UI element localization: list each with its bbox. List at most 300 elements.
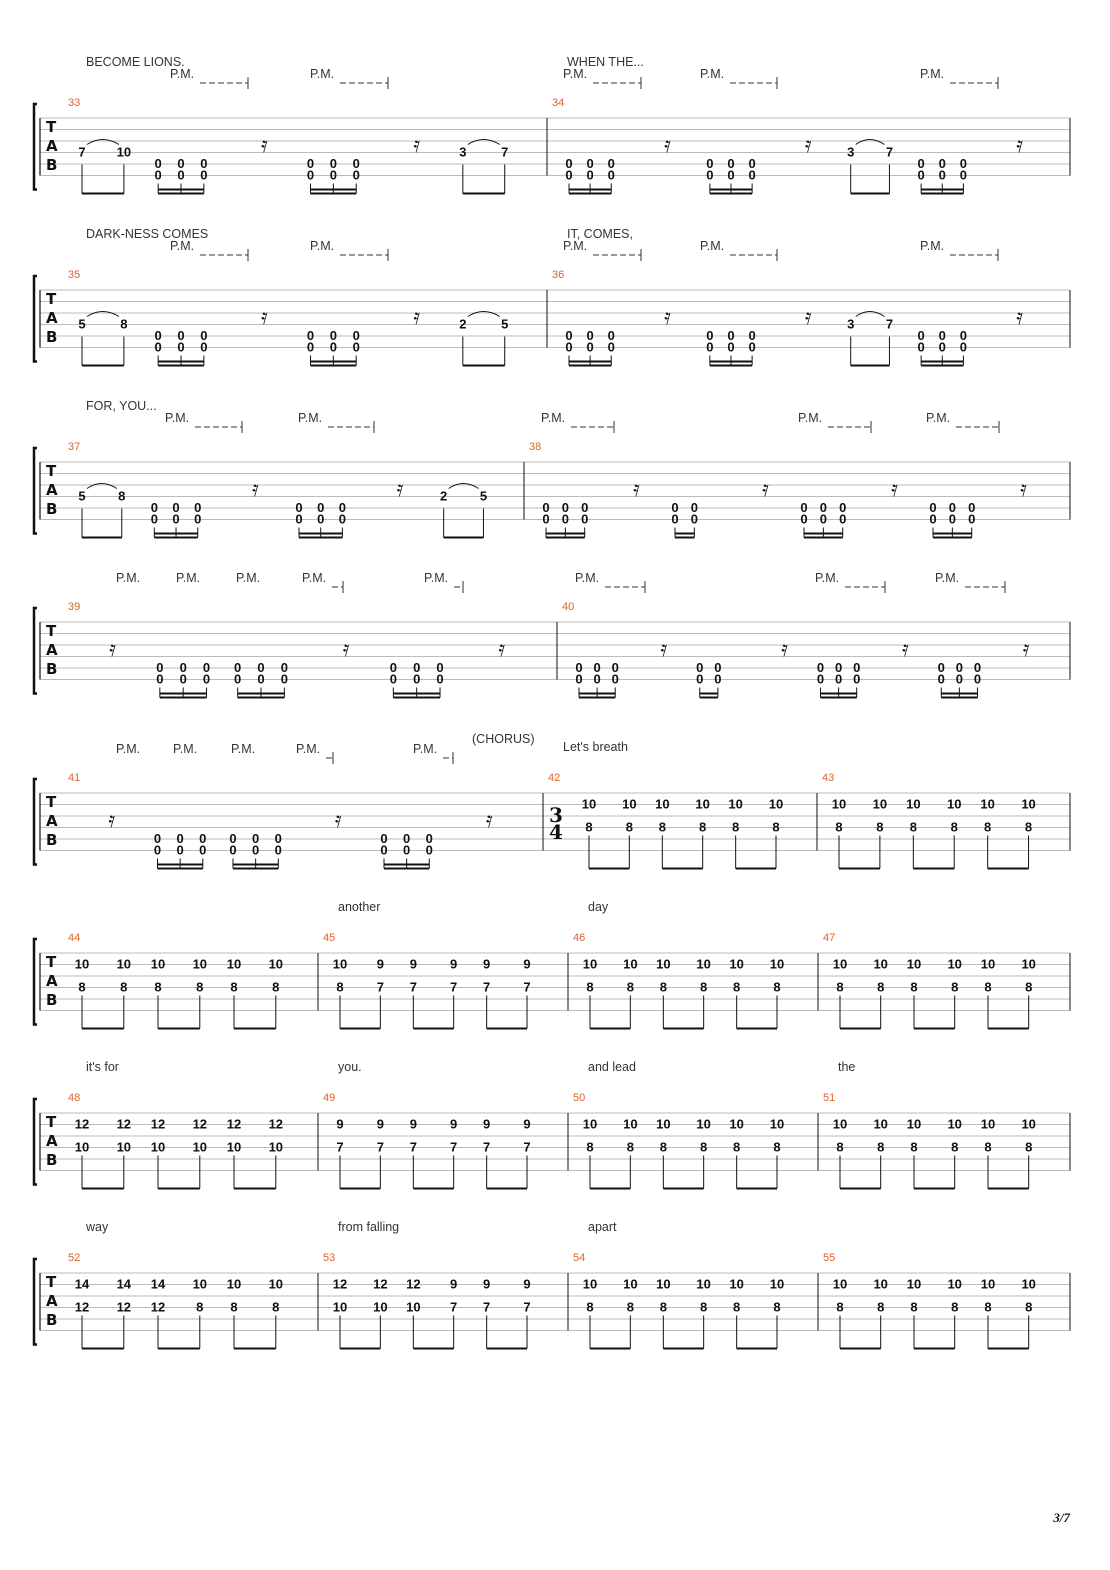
fret-number: 8 bbox=[1025, 979, 1033, 995]
fret-number: 14 bbox=[116, 1276, 132, 1292]
system-bracket bbox=[34, 1259, 37, 1345]
fret-number: 10 bbox=[406, 1299, 421, 1315]
measure-number: 48 bbox=[68, 1092, 81, 1104]
rest-symbol: 𝄿 bbox=[413, 133, 421, 158]
tab-clef-letter: T bbox=[46, 622, 57, 640]
palm-mute-label: P.M. bbox=[296, 742, 321, 756]
fret-number: 0 bbox=[389, 660, 397, 675]
fret-number: 0 bbox=[696, 660, 704, 675]
fret-number: 8 bbox=[984, 1139, 992, 1155]
fret-number: 7 bbox=[885, 144, 894, 160]
fret-number: 8 bbox=[1024, 819, 1033, 835]
fret-number: 0 bbox=[295, 511, 303, 527]
palm-mute-label: P.M. bbox=[302, 571, 327, 585]
palm-mute-label: P.M. bbox=[236, 571, 261, 585]
fret-number: 0 bbox=[172, 511, 180, 527]
fret-number: 3 bbox=[847, 144, 855, 160]
fret-number: 14 bbox=[150, 1276, 166, 1292]
fret-number: 12 bbox=[332, 1276, 348, 1292]
fret-number: 0 bbox=[727, 328, 735, 343]
fret-number: 10 bbox=[226, 1276, 242, 1292]
fret-number: 0 bbox=[199, 842, 207, 858]
fret-number: 9 bbox=[336, 1116, 344, 1132]
fret-number: 0 bbox=[959, 167, 968, 183]
fret-number: 0 bbox=[200, 328, 208, 343]
fret-number: 10 bbox=[622, 796, 637, 812]
fret-number: 9 bbox=[523, 1116, 531, 1132]
fret-number: 0 bbox=[917, 328, 925, 343]
fret-number: 0 bbox=[257, 660, 265, 675]
fret-number: 0 bbox=[917, 167, 925, 183]
fret-number: 0 bbox=[194, 511, 202, 527]
fret-number: 10 bbox=[696, 1116, 711, 1132]
fret-number: 3 bbox=[847, 316, 855, 332]
page-number: 3/7 bbox=[1053, 1510, 1070, 1525]
fret-number: 0 bbox=[280, 660, 288, 675]
fret-number: 8 bbox=[836, 979, 844, 995]
fret-number: 10 bbox=[192, 1139, 208, 1155]
palm-mute-label: P.M. bbox=[298, 411, 323, 425]
fret-number: 0 bbox=[154, 167, 162, 183]
fret-number: 0 bbox=[202, 671, 211, 687]
system-bracket bbox=[34, 939, 37, 1025]
fret-number: 0 bbox=[955, 660, 963, 675]
fret-number: 0 bbox=[150, 511, 158, 527]
fret-number: 0 bbox=[607, 167, 615, 183]
fret-number: 8 bbox=[658, 819, 666, 835]
fret-number: 0 bbox=[834, 660, 843, 675]
fret-number: 0 bbox=[853, 660, 861, 675]
fret-number: 0 bbox=[565, 339, 573, 355]
fret-number: 0 bbox=[565, 328, 573, 343]
fret-number: 0 bbox=[938, 167, 946, 183]
fret-number: 10 bbox=[695, 796, 710, 812]
fret-number: 10 bbox=[729, 1116, 744, 1132]
fret-number: 12 bbox=[116, 1299, 132, 1315]
fret-number: 10 bbox=[832, 1116, 848, 1132]
fret-number: 7 bbox=[483, 979, 491, 995]
fret-number: 0 bbox=[586, 328, 594, 343]
fret-number: 9 bbox=[376, 956, 384, 972]
fret-number: 0 bbox=[177, 156, 185, 171]
rest-symbol: 𝄿 bbox=[902, 637, 909, 662]
fret-number: 2 bbox=[459, 316, 467, 332]
fret-number: 10 bbox=[1021, 796, 1036, 812]
fret-number: 0 bbox=[696, 671, 704, 687]
section-label: (CHORUS) bbox=[472, 732, 535, 746]
fret-number: 0 bbox=[938, 339, 946, 355]
fret-number: 10 bbox=[1021, 956, 1036, 972]
fret-number: 10 bbox=[656, 1116, 671, 1132]
fret-number: 10 bbox=[582, 1116, 598, 1132]
rest-symbol: 𝄿 bbox=[498, 637, 506, 662]
fret-number: 10 bbox=[192, 956, 208, 972]
measure-number: 43 bbox=[822, 772, 835, 784]
palm-mute-label: P.M. bbox=[920, 239, 945, 253]
fret-number: 8 bbox=[835, 819, 843, 835]
fret-number: 8 bbox=[773, 1139, 781, 1155]
fret-number: 0 bbox=[565, 156, 573, 171]
fret-number: 7 bbox=[409, 1139, 417, 1155]
fret-number: 0 bbox=[671, 500, 679, 515]
tab-clef-letter: B bbox=[46, 328, 58, 346]
fret-number: 10 bbox=[116, 1139, 132, 1155]
tab-clef-letter: T bbox=[46, 118, 57, 136]
fret-number: 8 bbox=[230, 1299, 238, 1315]
tab-clef-letter: T bbox=[46, 462, 57, 480]
fret-number: 0 bbox=[690, 511, 698, 527]
fret-number: 12 bbox=[74, 1116, 90, 1132]
fret-number: 0 bbox=[959, 328, 968, 343]
tab-clef-letter: T bbox=[46, 953, 57, 971]
fret-number: 2 bbox=[440, 488, 448, 504]
fret-number: 0 bbox=[586, 339, 594, 355]
fret-number: 0 bbox=[575, 671, 583, 687]
slide-slur bbox=[87, 312, 119, 317]
fret-number: 0 bbox=[586, 156, 594, 171]
slide-slur bbox=[468, 140, 500, 145]
system-bracket bbox=[34, 608, 37, 694]
fret-number: 5 bbox=[501, 316, 509, 332]
fret-number: 10 bbox=[906, 1276, 922, 1292]
fret-number: 8 bbox=[196, 1299, 204, 1315]
fret-number: 7 bbox=[376, 1139, 384, 1155]
fret-number: 10 bbox=[768, 796, 784, 812]
fret-number: 0 bbox=[274, 842, 282, 858]
fret-number: 8 bbox=[732, 819, 740, 835]
fret-number: 10 bbox=[1021, 1276, 1036, 1292]
fret-number: 0 bbox=[917, 156, 925, 171]
fret-number: 10 bbox=[873, 956, 888, 972]
tab-clef-letter: B bbox=[46, 1151, 58, 1169]
fret-number: 9 bbox=[409, 1116, 417, 1132]
palm-mute-label: P.M. bbox=[926, 411, 951, 425]
tab-clef-letter: B bbox=[46, 831, 58, 849]
rest-symbol: 𝄿 bbox=[1016, 133, 1023, 158]
fret-number: 0 bbox=[917, 339, 925, 355]
fret-number: 0 bbox=[199, 831, 207, 846]
measure-number: 38 bbox=[529, 441, 542, 453]
fret-number: 8 bbox=[626, 979, 634, 995]
fret-number: 0 bbox=[819, 500, 827, 515]
rest-symbol: 𝄿 bbox=[660, 637, 668, 662]
fret-number: 0 bbox=[317, 500, 325, 515]
fret-number: 8 bbox=[700, 1299, 708, 1315]
fret-number: 0 bbox=[839, 511, 847, 527]
lyric-text: FOR, YOU... bbox=[86, 399, 157, 413]
fret-number: 8 bbox=[272, 1299, 280, 1315]
fret-number: 0 bbox=[252, 842, 260, 858]
rest-symbol: 𝄿 bbox=[109, 637, 116, 662]
fret-number: 7 bbox=[450, 1139, 458, 1155]
fret-number: 10 bbox=[74, 956, 90, 972]
fret-number: 10 bbox=[373, 1299, 388, 1315]
palm-mute-label: P.M. bbox=[575, 571, 600, 585]
fret-number: 7 bbox=[336, 1139, 344, 1155]
fret-number: 9 bbox=[523, 956, 531, 972]
rest-symbol: 𝄿 bbox=[891, 477, 898, 502]
fret-number: 8 bbox=[586, 979, 594, 995]
palm-mute-label: P.M. bbox=[700, 67, 725, 81]
fret-number: 10 bbox=[226, 1139, 242, 1155]
fret-number: 0 bbox=[929, 500, 937, 515]
fret-number: 8 bbox=[951, 979, 959, 995]
tab-clef-letter: B bbox=[46, 500, 58, 518]
fret-number: 0 bbox=[948, 500, 956, 515]
fret-number: 8 bbox=[877, 979, 885, 995]
measure-number: 35 bbox=[68, 269, 81, 281]
fret-number: 10 bbox=[906, 956, 922, 972]
fret-number: 0 bbox=[177, 328, 185, 343]
fret-number: 10 bbox=[268, 1276, 284, 1292]
fret-number: 8 bbox=[700, 979, 708, 995]
fret-number: 0 bbox=[581, 500, 589, 515]
fret-number: 0 bbox=[179, 671, 187, 687]
fret-number: 8 bbox=[733, 1139, 741, 1155]
fret-number: 10 bbox=[655, 796, 670, 812]
fret-number: 0 bbox=[380, 831, 388, 846]
fret-number: 10 bbox=[832, 1276, 848, 1292]
fret-number: 0 bbox=[352, 167, 360, 183]
fret-number: 0 bbox=[948, 511, 956, 527]
fret-number: 5 bbox=[78, 316, 86, 332]
palm-mute-label: P.M. bbox=[165, 411, 190, 425]
fret-number: 0 bbox=[306, 156, 315, 171]
rest-symbol: 𝄿 bbox=[633, 477, 640, 502]
lyric-text: another bbox=[338, 900, 381, 914]
tab-clef-letter: A bbox=[46, 137, 58, 155]
fret-number: 10 bbox=[946, 796, 962, 812]
fret-number: 0 bbox=[706, 328, 714, 343]
fret-number: 0 bbox=[938, 328, 946, 343]
fret-number: 8 bbox=[230, 979, 238, 995]
rest-symbol: 𝄿 bbox=[342, 637, 350, 662]
fret-number: 10 bbox=[873, 1276, 888, 1292]
fret-number: 7 bbox=[483, 1299, 491, 1315]
fret-number: 10 bbox=[980, 1276, 996, 1292]
fret-number: 0 bbox=[380, 842, 388, 858]
palm-mute-label: P.M. bbox=[935, 571, 960, 585]
fret-number: 8 bbox=[272, 979, 280, 995]
fret-number: 10 bbox=[226, 956, 242, 972]
measure-number: 49 bbox=[323, 1092, 336, 1104]
fret-number: 10 bbox=[74, 1139, 90, 1155]
fret-number: 0 bbox=[295, 500, 303, 515]
tab-clef-letter: T bbox=[46, 290, 57, 308]
system-bracket bbox=[34, 104, 37, 190]
lyric-text: way bbox=[86, 1220, 109, 1234]
fret-number: 8 bbox=[951, 1299, 959, 1315]
lyric-text: apart bbox=[588, 1220, 617, 1234]
fret-number: 10 bbox=[980, 796, 995, 812]
fret-number: 14 bbox=[74, 1276, 90, 1292]
fret-number: 0 bbox=[968, 511, 976, 527]
measure-number: 51 bbox=[823, 1092, 836, 1104]
palm-mute-label: P.M. bbox=[541, 411, 566, 425]
fret-number: 10 bbox=[268, 956, 284, 972]
tab-clef-letter: A bbox=[46, 641, 58, 659]
fret-number: 0 bbox=[154, 339, 162, 355]
fret-number: 0 bbox=[937, 671, 945, 687]
fret-number: 12 bbox=[268, 1116, 284, 1132]
fret-number: 0 bbox=[938, 156, 946, 171]
palm-mute-label: P.M. bbox=[231, 742, 256, 756]
measure-number: 33 bbox=[68, 97, 81, 109]
fret-number: 0 bbox=[306, 328, 315, 343]
fret-number: 0 bbox=[172, 500, 180, 515]
rest-symbol: 𝄿 bbox=[108, 808, 116, 833]
fret-number: 9 bbox=[450, 956, 458, 972]
fret-number: 0 bbox=[280, 671, 288, 687]
fret-number: 10 bbox=[947, 1276, 962, 1292]
lyric-text: BECOME LIONS. bbox=[86, 55, 185, 69]
fret-number: 8 bbox=[836, 1299, 844, 1315]
fret-number: 0 bbox=[154, 156, 162, 171]
fret-number: 8 bbox=[699, 819, 707, 835]
fret-number: 0 bbox=[586, 167, 594, 183]
palm-mute-label: P.M. bbox=[176, 571, 201, 585]
measure-number: 46 bbox=[573, 932, 586, 944]
rest-symbol: 𝄿 bbox=[396, 477, 404, 502]
fret-number: 7 bbox=[523, 979, 531, 995]
fret-number: 0 bbox=[561, 511, 569, 527]
fret-number: 8 bbox=[120, 979, 128, 995]
fret-number: 0 bbox=[177, 167, 185, 183]
slide-slur bbox=[468, 312, 500, 317]
fret-number: 10 bbox=[729, 1276, 744, 1292]
palm-mute-label: P.M. bbox=[413, 742, 438, 756]
slide-slur bbox=[449, 484, 479, 489]
fret-number: 10 bbox=[582, 1276, 598, 1292]
fret-number: 8 bbox=[910, 1299, 918, 1315]
fret-number: 8 bbox=[773, 979, 781, 995]
fret-number: 8 bbox=[951, 1139, 959, 1155]
fret-number: 0 bbox=[403, 842, 411, 858]
system-bracket bbox=[34, 276, 37, 362]
lyric-text: day bbox=[588, 900, 609, 914]
palm-mute-label: P.M. bbox=[798, 411, 823, 425]
tab-clef-letter: T bbox=[46, 1113, 57, 1131]
fret-number: 7 bbox=[376, 979, 384, 995]
fret-number: 0 bbox=[800, 511, 808, 527]
time-signature-bottom: 4 bbox=[549, 820, 563, 844]
fret-number: 0 bbox=[853, 671, 861, 687]
slide-slur bbox=[87, 484, 117, 489]
fret-number: 8 bbox=[626, 1299, 634, 1315]
fret-number: 8 bbox=[585, 819, 593, 835]
time-signature-top: 3 bbox=[549, 803, 563, 827]
fret-number: 8 bbox=[586, 1299, 594, 1315]
fret-number: 8 bbox=[196, 979, 204, 995]
fret-number: 0 bbox=[329, 156, 337, 171]
fret-number: 8 bbox=[625, 819, 633, 835]
fret-number: 0 bbox=[257, 671, 265, 687]
fret-number: 10 bbox=[906, 1116, 922, 1132]
fret-number: 0 bbox=[973, 671, 982, 687]
fret-number: 0 bbox=[727, 156, 735, 171]
fret-number: 0 bbox=[202, 660, 211, 675]
rest-symbol: 𝄿 bbox=[251, 477, 259, 502]
fret-number: 8 bbox=[120, 316, 128, 332]
fret-number: 7 bbox=[523, 1299, 531, 1315]
measure-number: 45 bbox=[323, 932, 336, 944]
lyric-text: and lead bbox=[588, 1060, 636, 1074]
fret-number: 0 bbox=[156, 660, 164, 675]
fret-number: 12 bbox=[373, 1276, 388, 1292]
fret-number: 0 bbox=[154, 328, 162, 343]
fret-number: 10 bbox=[332, 1299, 348, 1315]
fret-number: 0 bbox=[317, 511, 325, 527]
tab-clef-letter: T bbox=[46, 793, 57, 811]
tab-clef-letter: B bbox=[46, 660, 58, 678]
fret-number: 0 bbox=[329, 339, 337, 355]
fret-number: 0 bbox=[593, 671, 601, 687]
measure-number: 41 bbox=[68, 772, 81, 784]
fret-number: 0 bbox=[153, 842, 162, 858]
lyric-text: the bbox=[838, 1060, 856, 1074]
rest-symbol: 𝄿 bbox=[804, 133, 812, 158]
lyric-text: you. bbox=[338, 1060, 362, 1074]
fret-number: 12 bbox=[150, 1299, 166, 1315]
fret-number: 9 bbox=[450, 1276, 458, 1292]
fret-number: 8 bbox=[984, 1299, 992, 1315]
fret-number: 9 bbox=[523, 1276, 531, 1292]
fret-number: 0 bbox=[839, 500, 847, 515]
fret-number: 0 bbox=[607, 156, 615, 171]
fret-number: 0 bbox=[252, 831, 260, 846]
fret-number: 10 bbox=[696, 1276, 711, 1292]
fret-number: 0 bbox=[194, 500, 202, 515]
lyric-text: IT, COMES, bbox=[567, 227, 633, 241]
fret-number: 8 bbox=[154, 979, 162, 995]
fret-number: 0 bbox=[176, 842, 184, 858]
rest-symbol: 𝄿 bbox=[334, 808, 342, 833]
tab-clef-letter: A bbox=[46, 972, 58, 990]
fret-number: 7 bbox=[409, 979, 417, 995]
rest-symbol: 𝄿 bbox=[260, 305, 268, 330]
fret-number: 0 bbox=[352, 339, 360, 355]
fret-number: 12 bbox=[406, 1276, 421, 1292]
fret-number: 0 bbox=[436, 660, 444, 675]
fret-number: 0 bbox=[706, 339, 714, 355]
fret-number: 10 bbox=[582, 956, 598, 972]
measure-number: 34 bbox=[552, 97, 565, 109]
fret-number: 10 bbox=[623, 1276, 638, 1292]
fret-number: 0 bbox=[156, 671, 164, 687]
fret-number: 0 bbox=[581, 511, 589, 527]
measure-number: 39 bbox=[68, 601, 81, 613]
fret-number: 0 bbox=[565, 167, 573, 183]
fret-number: 0 bbox=[153, 831, 162, 846]
fret-number: 5 bbox=[78, 488, 86, 504]
fret-number: 0 bbox=[229, 831, 237, 846]
fret-number: 10 bbox=[906, 796, 921, 812]
measure-number: 40 bbox=[562, 601, 575, 613]
fret-number: 0 bbox=[338, 500, 347, 515]
palm-mute-label: P.M. bbox=[170, 67, 195, 81]
tab-clef-letter: B bbox=[46, 991, 58, 1009]
fret-number: 0 bbox=[748, 167, 756, 183]
rest-symbol: 𝄿 bbox=[1020, 477, 1027, 502]
palm-mute-label: P.M. bbox=[700, 239, 725, 253]
fret-number: 10 bbox=[831, 796, 847, 812]
rest-symbol: 𝄿 bbox=[762, 477, 769, 502]
palm-mute-label: P.M. bbox=[170, 239, 195, 253]
fret-number: 0 bbox=[436, 671, 444, 687]
fret-number: 0 bbox=[329, 328, 337, 343]
fret-number: 8 bbox=[1025, 1139, 1033, 1155]
palm-mute-label: P.M. bbox=[310, 67, 335, 81]
